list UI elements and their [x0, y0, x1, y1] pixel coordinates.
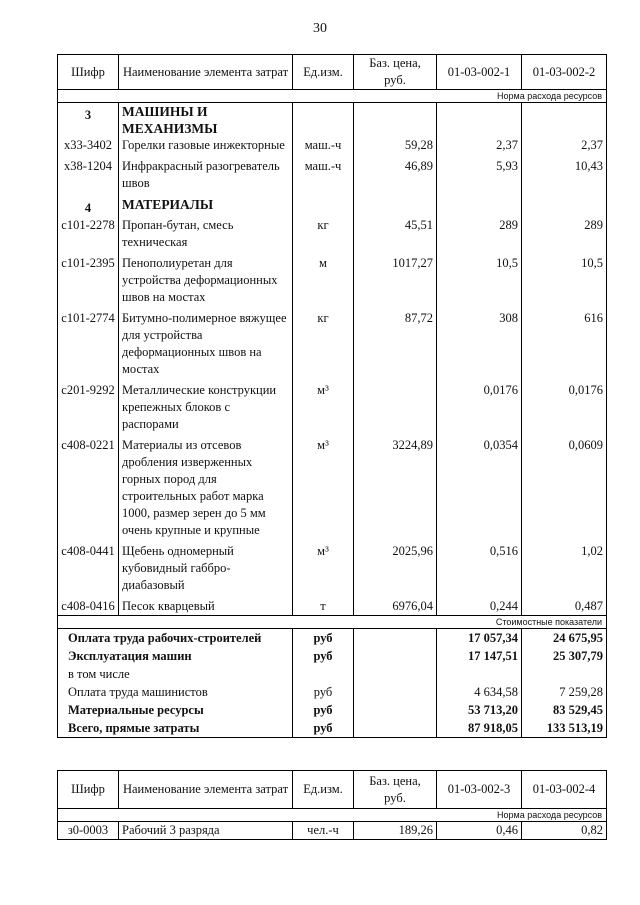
row-code: с201-9292	[58, 382, 119, 433]
summary-unit: руб	[293, 629, 354, 648]
row-code: з0-0003	[58, 822, 119, 840]
row-name: Материалы из отсевов дробления изверженных горных пород для строительных работ марка 1000, размер зерен до 5 мм очень крупные и крупные	[119, 437, 293, 539]
row-value-1: 0,244	[437, 598, 522, 616]
empty-cell	[522, 196, 607, 217]
summary-unit: руб	[293, 647, 354, 665]
header-name: Наименование элемента затрат	[119, 55, 293, 90]
row-value-2: 616	[522, 310, 607, 378]
row-value-2: 289	[522, 217, 607, 251]
row-name: Инфракрасный разогреватель швов	[119, 158, 293, 192]
empty-cell	[354, 665, 437, 683]
row-unit: м³	[293, 543, 354, 594]
row-price	[354, 382, 437, 433]
empty-cell	[293, 196, 354, 217]
summary-unit: руб	[293, 701, 354, 719]
header-price: Баз. цена, руб.	[354, 771, 437, 809]
header-unit: Ед.изм.	[293, 771, 354, 809]
row-price: 87,72	[354, 310, 437, 378]
row-price: 3224,89	[354, 437, 437, 539]
summary-value-2: 25 307,79	[522, 647, 607, 665]
section-header	[58, 103, 607, 138]
row-value-2: 2,37	[522, 137, 607, 154]
row-price: 45,51	[354, 217, 437, 251]
summary-value-1: 17 147,51	[437, 647, 522, 665]
row-price: 46,89	[354, 158, 437, 192]
table-row	[58, 822, 607, 840]
row-name: Металлические конструкции крепежных блоков с распорами	[119, 382, 293, 433]
summary-value-1: 87 918,05	[437, 719, 522, 738]
summary-unit: руб	[293, 683, 354, 701]
norm-label-row	[58, 90, 607, 103]
row-name: Рабочий 3 разряда	[119, 822, 293, 840]
empty-cell	[354, 701, 437, 719]
row-code: х38-1204	[58, 158, 119, 192]
row-price: 2025,96	[354, 543, 437, 594]
summary-label: в том числе	[58, 665, 293, 683]
row-code: с101-2774	[58, 310, 119, 378]
resource-table-1	[57, 54, 607, 738]
header-code-2: 01-03-002-2	[522, 55, 607, 90]
row-value-1: 2,37	[437, 137, 522, 154]
summary-value-2: 133 513,19	[522, 719, 607, 738]
norm-label: Норма расхода ресурсов	[58, 90, 607, 103]
cost-label: Стоимостные показатели	[58, 616, 607, 629]
row-value-2: 0,487	[522, 598, 607, 616]
section-header	[58, 196, 607, 217]
row-name: Горелки газовые инжекторные	[119, 137, 293, 154]
summary-row	[58, 701, 607, 719]
row-value-1: 308	[437, 310, 522, 378]
row-unit: кг	[293, 217, 354, 251]
summary-row	[58, 665, 607, 683]
header-code: Шифр	[58, 771, 119, 809]
summary-value-1: 17 057,34	[437, 629, 522, 648]
summary-unit: руб	[293, 719, 354, 738]
cost-label-row	[58, 616, 607, 629]
row-code: с101-2278	[58, 217, 119, 251]
summary-value-2	[522, 665, 607, 683]
summary-label: Материальные ресурсы	[58, 701, 293, 719]
summary-value-1: 53 713,20	[437, 701, 522, 719]
empty-cell	[354, 196, 437, 217]
row-value-2: 10,5	[522, 255, 607, 306]
row-value-1: 0,46	[437, 822, 522, 840]
row-value-1: 10,5	[437, 255, 522, 306]
row-name: Песок кварцевый	[119, 598, 293, 616]
row-unit: м³	[293, 437, 354, 539]
header-code-1: 01-03-002-1	[437, 55, 522, 90]
table-row	[58, 158, 607, 192]
summary-label: Эксплуатация машин	[58, 647, 293, 665]
row-unit: маш.-ч	[293, 137, 354, 154]
row-price: 6976,04	[354, 598, 437, 616]
row-unit: маш.-ч	[293, 158, 354, 192]
summary-label: Оплата труда машинистов	[58, 683, 293, 701]
row-name: Щебень одномерный кубовидный габбро-диабазовый	[119, 543, 293, 594]
empty-cell	[293, 103, 354, 138]
table-row	[58, 255, 607, 306]
row-value-1: 0,0176	[437, 382, 522, 433]
row-unit: кг	[293, 310, 354, 378]
page-number: 30	[313, 21, 327, 36]
summary-value-2: 24 675,95	[522, 629, 607, 648]
header-code-1: 01-03-002-3	[437, 771, 522, 809]
row-unit: м³	[293, 382, 354, 433]
row-unit: т	[293, 598, 354, 616]
empty-cell	[354, 683, 437, 701]
table-row	[58, 310, 607, 378]
row-code: с408-0221	[58, 437, 119, 539]
header-row	[58, 771, 607, 809]
table-row	[58, 598, 607, 616]
norm-label: Норма расхода ресурсов	[58, 809, 607, 822]
row-value-2: 0,82	[522, 822, 607, 840]
header-code: Шифр	[58, 55, 119, 90]
row-unit: м	[293, 255, 354, 306]
summary-label: Всего, прямые затраты	[58, 719, 293, 738]
empty-cell	[354, 647, 437, 665]
table-row	[58, 437, 607, 539]
row-name: Пропан-бутан, смесь техническая	[119, 217, 293, 251]
header-row	[58, 55, 607, 90]
row-price: 59,28	[354, 137, 437, 154]
summary-row	[58, 683, 607, 701]
section-title: МАТЕРИАЛЫ	[119, 196, 293, 217]
norm-label-row	[58, 809, 607, 822]
row-code: с408-0441	[58, 543, 119, 594]
table-row	[58, 217, 607, 251]
row-value-1: 0,516	[437, 543, 522, 594]
table-row	[58, 137, 607, 154]
row-name: Битумно-полимерное вяжущее для устройства деформационных швов на мостах	[119, 310, 293, 378]
summary-label: Оплата труда рабочих-строителей	[58, 629, 293, 648]
summary-unit	[293, 665, 354, 683]
summary-value-1	[437, 665, 522, 683]
summary-value-2: 83 529,45	[522, 701, 607, 719]
empty-cell	[522, 103, 607, 138]
summary-row	[58, 647, 607, 665]
row-unit: чел.-ч	[293, 822, 354, 840]
row-code: с408-0416	[58, 598, 119, 616]
row-price: 189,26	[354, 822, 437, 840]
row-value-1: 0,0354	[437, 437, 522, 539]
header-name: Наименование элемента затрат	[119, 771, 293, 809]
row-value-2: 0,0609	[522, 437, 607, 539]
summary-row	[58, 629, 607, 648]
row-value-1: 289	[437, 217, 522, 251]
row-code: х33-3402	[58, 137, 119, 154]
table-row	[58, 543, 607, 594]
row-code: с101-2395	[58, 255, 119, 306]
summary-value-2: 7 259,28	[522, 683, 607, 701]
empty-cell	[354, 629, 437, 648]
empty-cell	[437, 103, 522, 138]
row-value-1: 5,93	[437, 158, 522, 192]
summary-row	[58, 719, 607, 738]
row-name: Пенополиуретан для устройства деформационных швов на мостах	[119, 255, 293, 306]
empty-cell	[354, 719, 437, 738]
header-unit: Ед.изм.	[293, 55, 354, 90]
row-price: 1017,27	[354, 255, 437, 306]
section-title: МАШИНЫ И МЕХАНИЗМЫ	[119, 103, 293, 138]
resource-table-2	[57, 770, 607, 840]
header-code-2: 01-03-002-4	[522, 771, 607, 809]
section-number: 4	[58, 196, 119, 217]
table-row	[58, 382, 607, 433]
summary-value-1: 4 634,58	[437, 683, 522, 701]
empty-cell	[354, 103, 437, 138]
header-price: Баз. цена, руб.	[354, 55, 437, 90]
row-value-2: 1,02	[522, 543, 607, 594]
section-number: 3	[58, 103, 119, 138]
empty-cell	[437, 196, 522, 217]
row-value-2: 10,43	[522, 158, 607, 192]
row-value-2: 0,0176	[522, 382, 607, 433]
